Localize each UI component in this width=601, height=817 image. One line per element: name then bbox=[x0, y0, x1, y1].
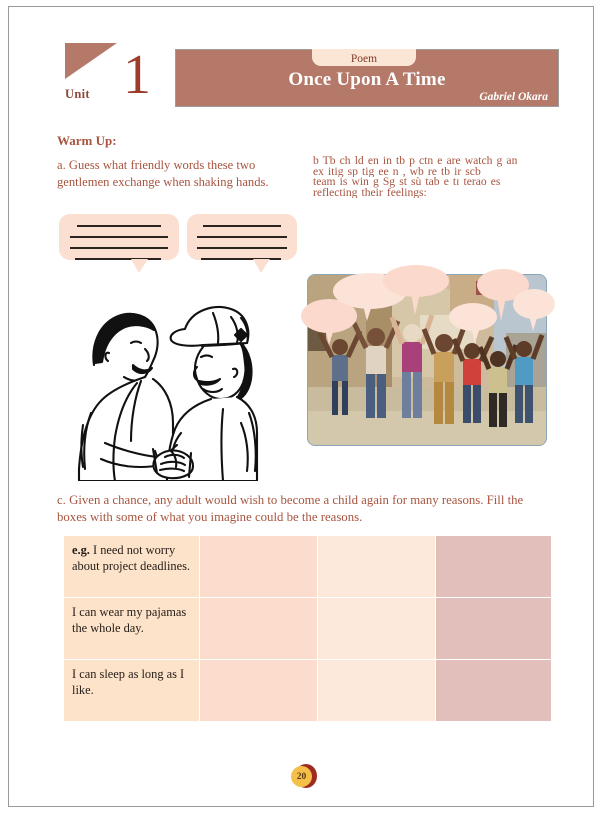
lesson-title-banner bbox=[175, 49, 559, 107]
example-cell[interactable]: I can wear my pajamas the whole day. bbox=[64, 598, 200, 660]
writing-rule-line bbox=[197, 247, 287, 249]
page-content-area bbox=[9, 7, 593, 806]
children-photo-artwork bbox=[308, 275, 547, 446]
writing-rule-line bbox=[70, 236, 168, 238]
bubble-tail bbox=[253, 259, 270, 273]
unit-label: Unit bbox=[65, 87, 90, 101]
reasons-table bbox=[63, 535, 552, 722]
question-b-line: b Tb ch ld en in tb p ctn e are watch g an bbox=[313, 156, 518, 167]
blank-cell[interactable] bbox=[436, 536, 552, 598]
bubble-tail bbox=[131, 259, 148, 273]
handshake-illustration bbox=[61, 273, 273, 481]
writing-rule-line bbox=[75, 258, 162, 260]
textbook-page bbox=[8, 6, 594, 807]
blank-cell[interactable] bbox=[318, 598, 436, 660]
example-text: I need not worry about project deadlines. bbox=[72, 543, 191, 573]
page-number-disc bbox=[291, 766, 312, 787]
writing-rules bbox=[70, 225, 168, 269]
unit-number: 1 bbox=[123, 44, 151, 106]
writing-rule-line bbox=[77, 225, 162, 227]
table-row bbox=[64, 598, 552, 660]
writing-rule-line bbox=[70, 247, 168, 249]
blank-cell[interactable] bbox=[436, 660, 552, 722]
example-cell[interactable]: I can sleep as long as I like. bbox=[64, 660, 200, 722]
page-title: Once Upon A Time bbox=[288, 69, 446, 90]
writing-rules bbox=[197, 225, 287, 269]
table-row bbox=[64, 536, 552, 598]
page-number-value: 20 bbox=[296, 772, 307, 782]
blank-cell[interactable] bbox=[318, 660, 436, 722]
example-cell[interactable] bbox=[64, 536, 200, 598]
author-name: Gabriel Okara bbox=[479, 91, 548, 103]
blank-cell[interactable] bbox=[436, 598, 552, 660]
genre-tab-label: Poem bbox=[350, 53, 378, 65]
question-c-text: c. Given a chance, any adult would wish to become a child again for many reasons. Fill the boxes with some of what you imagine could be the reasons. bbox=[57, 493, 524, 524]
writing-bubble-right[interactable] bbox=[187, 214, 297, 260]
children-photo bbox=[307, 274, 547, 446]
question-a-text: a. Guess what friendly words these two gentlemen exchange when shaking hands. bbox=[57, 158, 269, 189]
blank-cell[interactable] bbox=[318, 536, 436, 598]
example-prefix: e.g. bbox=[72, 543, 90, 557]
writing-rule-line bbox=[197, 236, 287, 238]
blank-cell[interactable] bbox=[200, 598, 318, 660]
page-number-badge bbox=[291, 764, 317, 790]
writing-rule-line bbox=[203, 225, 281, 227]
table-row bbox=[64, 660, 552, 722]
question-b-line: team is win g Sg st sù tab e tɪ terao es bbox=[313, 177, 501, 188]
blank-cell[interactable] bbox=[200, 660, 318, 722]
genre-tab bbox=[312, 49, 416, 66]
question-b-line: reflecting their feelings: bbox=[313, 187, 427, 199]
writing-bubble-left[interactable] bbox=[59, 214, 179, 260]
question-b-text bbox=[313, 156, 549, 198]
corner-triangle-decoration bbox=[65, 43, 117, 79]
unit-marker bbox=[57, 41, 167, 113]
blank-cell[interactable] bbox=[200, 536, 318, 598]
warmup-heading: Warm Up: bbox=[57, 133, 117, 148]
question-b-line: ex itig sp tig ee n , wb re tb ir scb bbox=[313, 166, 481, 178]
